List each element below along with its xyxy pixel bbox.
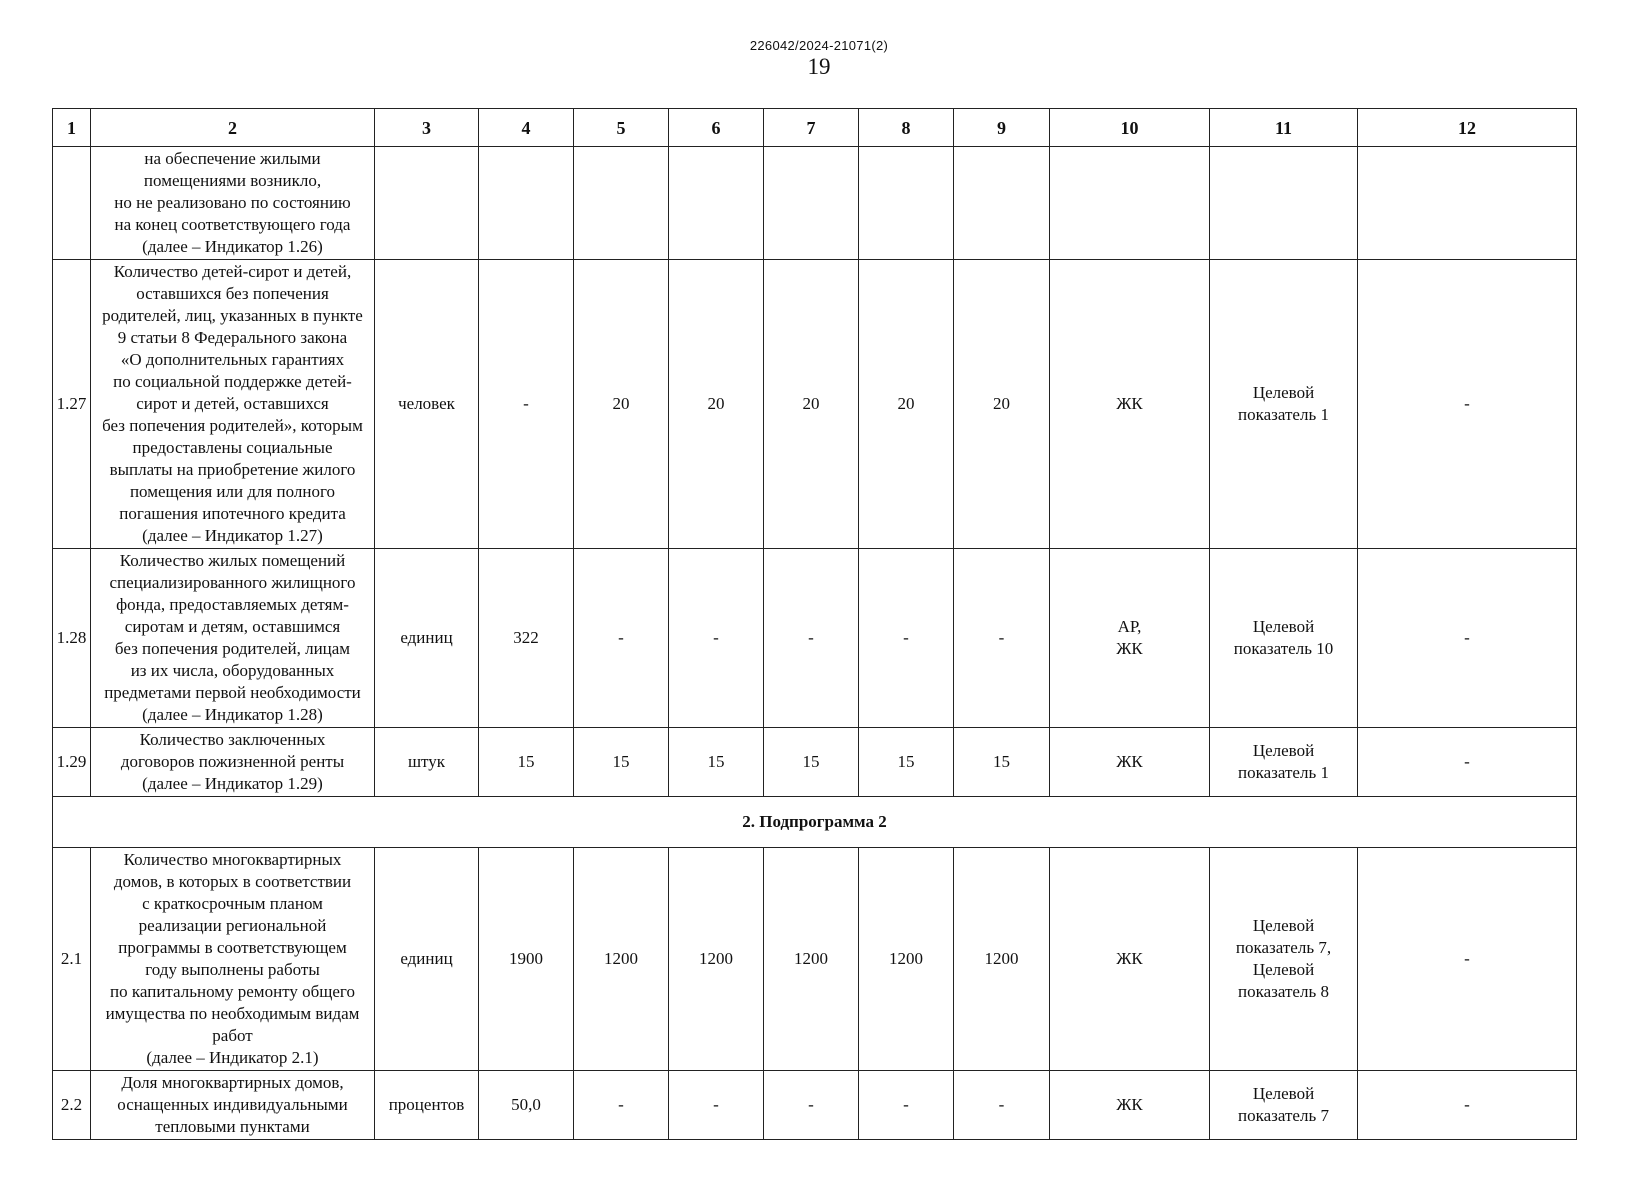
- value-col4: -: [479, 260, 574, 549]
- table-row: [53, 549, 1577, 728]
- responsible-cell: [1050, 848, 1210, 1071]
- value-col9: 1200: [954, 848, 1050, 1071]
- indicator-name: [91, 147, 375, 260]
- value-col9: -: [954, 1071, 1050, 1140]
- target-indicator-cell: [1210, 549, 1358, 728]
- value-col8: -: [859, 549, 954, 728]
- column-header-2: 2: [91, 109, 375, 147]
- target-indicator-cell-line: показатель 10: [1233, 639, 1334, 658]
- value-col7: 20: [764, 260, 859, 549]
- indicator-number: [53, 147, 91, 260]
- indicator-name-line: (далее – Индикатор 1.29): [142, 774, 323, 793]
- indicator-name-line: (далее – Индикатор 1.28): [142, 705, 323, 724]
- header-row: [53, 109, 1577, 147]
- page-number: 19: [807, 54, 831, 79]
- value-col6: 20: [669, 260, 764, 549]
- indicator-name-line: тепловыми пунктами: [155, 1117, 310, 1136]
- target-indicator-cell-line: показатель 7: [1238, 1106, 1329, 1125]
- indicator-name-line: без попечения родителей, лицам: [114, 639, 351, 658]
- value-col12: -: [1358, 728, 1577, 797]
- unit-cell: штук: [375, 728, 479, 797]
- value-col4: 1900: [479, 848, 574, 1071]
- indicator-name-line: выплаты на приобретение жилого: [109, 460, 356, 479]
- table-row: [53, 260, 1577, 549]
- value-col8: [859, 147, 954, 260]
- value-col4: 15: [479, 728, 574, 797]
- value-col9: 20: [954, 260, 1050, 549]
- column-header-1: 1: [53, 109, 91, 147]
- indicator-name-line: Количество многоквартирных: [123, 850, 342, 869]
- indicator-name-line: 9 статьи 8 Федерального закона: [117, 328, 348, 347]
- value-col5: [574, 147, 669, 260]
- indicator-name: [91, 848, 375, 1071]
- target-indicator-cell: [1210, 1071, 1358, 1140]
- indicator-name-line: (далее – Индикатор 2.1): [146, 1048, 319, 1067]
- indicator-name-line: Количество детей-сирот и детей,: [113, 262, 352, 281]
- indicator-name-line: из их числа, оборудованных: [130, 661, 335, 680]
- indicator-name-line: по капитальному ремонту общего: [110, 982, 355, 1001]
- indicator-name-line: сиротам и детям, оставшимся: [124, 617, 341, 636]
- value-col5: 20: [574, 260, 669, 549]
- indicator-number: 2.2: [53, 1071, 91, 1140]
- column-header-5: 5: [574, 109, 669, 147]
- value-col12: -: [1358, 1071, 1577, 1140]
- unit-cell: человек: [375, 260, 479, 549]
- indicator-name-line: году выполнены работы: [145, 960, 320, 979]
- indicator-name-line: специализированного жилищного: [109, 573, 356, 592]
- indicator-name-line: (далее – Индикатор 1.27): [142, 526, 323, 545]
- indicator-number: 1.29: [53, 728, 91, 797]
- column-header-11: 11: [1210, 109, 1358, 147]
- value-col6: [669, 147, 764, 260]
- responsible-cell-line: ЖК: [1116, 394, 1143, 413]
- value-col5: -: [574, 1071, 669, 1140]
- value-col7: [764, 147, 859, 260]
- indicator-name-line: договоров пожизненной ренты: [120, 752, 345, 771]
- indicator-name-line: на обеспечение жилыми: [144, 149, 321, 168]
- value-col12: -: [1358, 848, 1577, 1071]
- target-indicator-cell: [1210, 848, 1358, 1071]
- indicator-name-line: на конец соответствующего года: [114, 215, 351, 234]
- unit-cell: единиц: [375, 549, 479, 728]
- indicator-name: [91, 728, 375, 797]
- indicator-name-line: предоставлены социальные: [132, 438, 333, 457]
- target-indicator-cell-line: Целевой: [1252, 1084, 1315, 1103]
- responsible-cell-line: ЖК: [1116, 639, 1143, 658]
- table-row: [53, 147, 1577, 260]
- responsible-cell-line: ЖК: [1116, 752, 1143, 771]
- value-col7: 1200: [764, 848, 859, 1071]
- value-col9: [954, 147, 1050, 260]
- indicator-name-line: фонда, предоставляемых детям-: [116, 595, 349, 614]
- column-header-6: 6: [669, 109, 764, 147]
- value-col4: [479, 147, 574, 260]
- indicator-name-line: предметами первой необходимости: [104, 683, 361, 702]
- responsible-cell-line: ЖК: [1116, 949, 1143, 968]
- section-row: [53, 797, 1577, 848]
- indicator-name-line: «О дополнительных гарантиях: [120, 350, 345, 369]
- target-indicator-cell: [1210, 260, 1358, 549]
- responsible-cell: [1050, 260, 1210, 549]
- column-header-4: 4: [479, 109, 574, 147]
- target-indicator-cell: [1210, 147, 1358, 260]
- target-indicator-cell-line: Целевой: [1252, 383, 1315, 402]
- responsible-cell-line: ЖК: [1116, 1095, 1143, 1114]
- indicator-name-line: сирот и детей, оставшихся: [136, 394, 329, 413]
- indicator-name: [91, 549, 375, 728]
- target-indicator-cell-line: Целевой: [1252, 617, 1315, 636]
- indicator-name-line: помещения или для полного: [129, 482, 336, 501]
- value-col6: -: [669, 549, 764, 728]
- indicator-name: [91, 1071, 375, 1140]
- indicator-name-line: домов, в которых в соответствии: [113, 872, 352, 891]
- value-col9: 15: [954, 728, 1050, 797]
- indicator-name-line: оставшихся без попечения: [136, 284, 329, 303]
- value-col6: -: [669, 1071, 764, 1140]
- target-indicator-cell-line: Целевой: [1252, 960, 1315, 979]
- indicator-name-line: помещениями возникло,: [143, 171, 322, 190]
- indicator-name-line: реализации региональной: [138, 916, 327, 935]
- value-col8: -: [859, 1071, 954, 1140]
- value-col8: 15: [859, 728, 954, 797]
- target-indicator-cell-line: показатель 1: [1238, 763, 1329, 782]
- indicator-name-line: погашения ипотечного кредита: [119, 504, 346, 523]
- value-col7: -: [764, 549, 859, 728]
- table-row: [53, 728, 1577, 797]
- indicators-table: [52, 108, 1577, 1140]
- indicator-number: 2.1: [53, 848, 91, 1071]
- value-col4: 50,0: [479, 1071, 574, 1140]
- table-row: [53, 848, 1577, 1071]
- value-col9: -: [954, 549, 1050, 728]
- indicator-name-line: Количество жилых помещений: [119, 551, 346, 570]
- value-col7: 15: [764, 728, 859, 797]
- column-header-10: 10: [1050, 109, 1210, 147]
- column-header-7: 7: [764, 109, 859, 147]
- unit-cell: процентов: [375, 1071, 479, 1140]
- value-col6: 15: [669, 728, 764, 797]
- indicator-name-line: Количество заключенных: [139, 730, 326, 749]
- value-col12: -: [1358, 549, 1577, 728]
- indicator-name-line: (далее – Индикатор 1.26): [142, 237, 323, 256]
- target-indicator-cell-line: Целевой: [1252, 916, 1315, 935]
- value-col5: 15: [574, 728, 669, 797]
- indicator-number: 1.28: [53, 549, 91, 728]
- value-col8: 20: [859, 260, 954, 549]
- value-col7: -: [764, 1071, 859, 1140]
- target-indicator-cell-line: показатель 8: [1238, 982, 1329, 1001]
- value-col4: 322: [479, 549, 574, 728]
- indicator-name-line: без попечения родителей», которым: [102, 416, 363, 435]
- value-col8: 1200: [859, 848, 954, 1071]
- target-indicator-cell-line: Целевой: [1252, 741, 1315, 760]
- indicator-name-line: работ: [212, 1026, 253, 1045]
- unit-cell: единиц: [375, 848, 479, 1071]
- value-col5: 1200: [574, 848, 669, 1071]
- indicator-name-line: программы в соответствующем: [118, 938, 347, 957]
- document-id: 226042/2024-21071(2): [749, 38, 889, 53]
- indicator-number: 1.27: [53, 260, 91, 549]
- unit-cell: [375, 147, 479, 260]
- target-indicator-cell: [1210, 728, 1358, 797]
- indicator-name-line: родителей, лиц, указанных в пункте: [102, 306, 363, 325]
- section-title: 2. Подпрограмма 2: [53, 797, 1577, 848]
- target-indicator-cell-line: показатель 1: [1238, 405, 1329, 424]
- indicator-name-line: по социальной поддержке детей-: [113, 372, 352, 391]
- indicator-name-line: но не реализовано по состоянию: [114, 193, 351, 212]
- responsible-cell: [1050, 147, 1210, 260]
- value-col6: 1200: [669, 848, 764, 1071]
- value-col5: -: [574, 549, 669, 728]
- indicator-name: [91, 260, 375, 549]
- value-col12: -: [1358, 260, 1577, 549]
- column-header-12: 12: [1358, 109, 1577, 147]
- responsible-cell-line: АР,: [1117, 617, 1142, 636]
- responsible-cell: [1050, 549, 1210, 728]
- indicator-name-line: с краткосрочным планом: [142, 894, 323, 913]
- responsible-cell: [1050, 728, 1210, 797]
- column-header-8: 8: [859, 109, 954, 147]
- value-col12: [1358, 147, 1577, 260]
- indicator-name-line: имущества по необходимым видам: [105, 1004, 360, 1023]
- table-row: [53, 1071, 1577, 1140]
- column-header-3: 3: [375, 109, 479, 147]
- indicator-name-line: Доля многоквартирных домов,: [121, 1073, 344, 1092]
- column-header-9: 9: [954, 109, 1050, 147]
- responsible-cell: [1050, 1071, 1210, 1140]
- target-indicator-cell-line: показатель 7,: [1235, 938, 1332, 957]
- indicator-name-line: оснащенных индивидуальными: [117, 1095, 348, 1114]
